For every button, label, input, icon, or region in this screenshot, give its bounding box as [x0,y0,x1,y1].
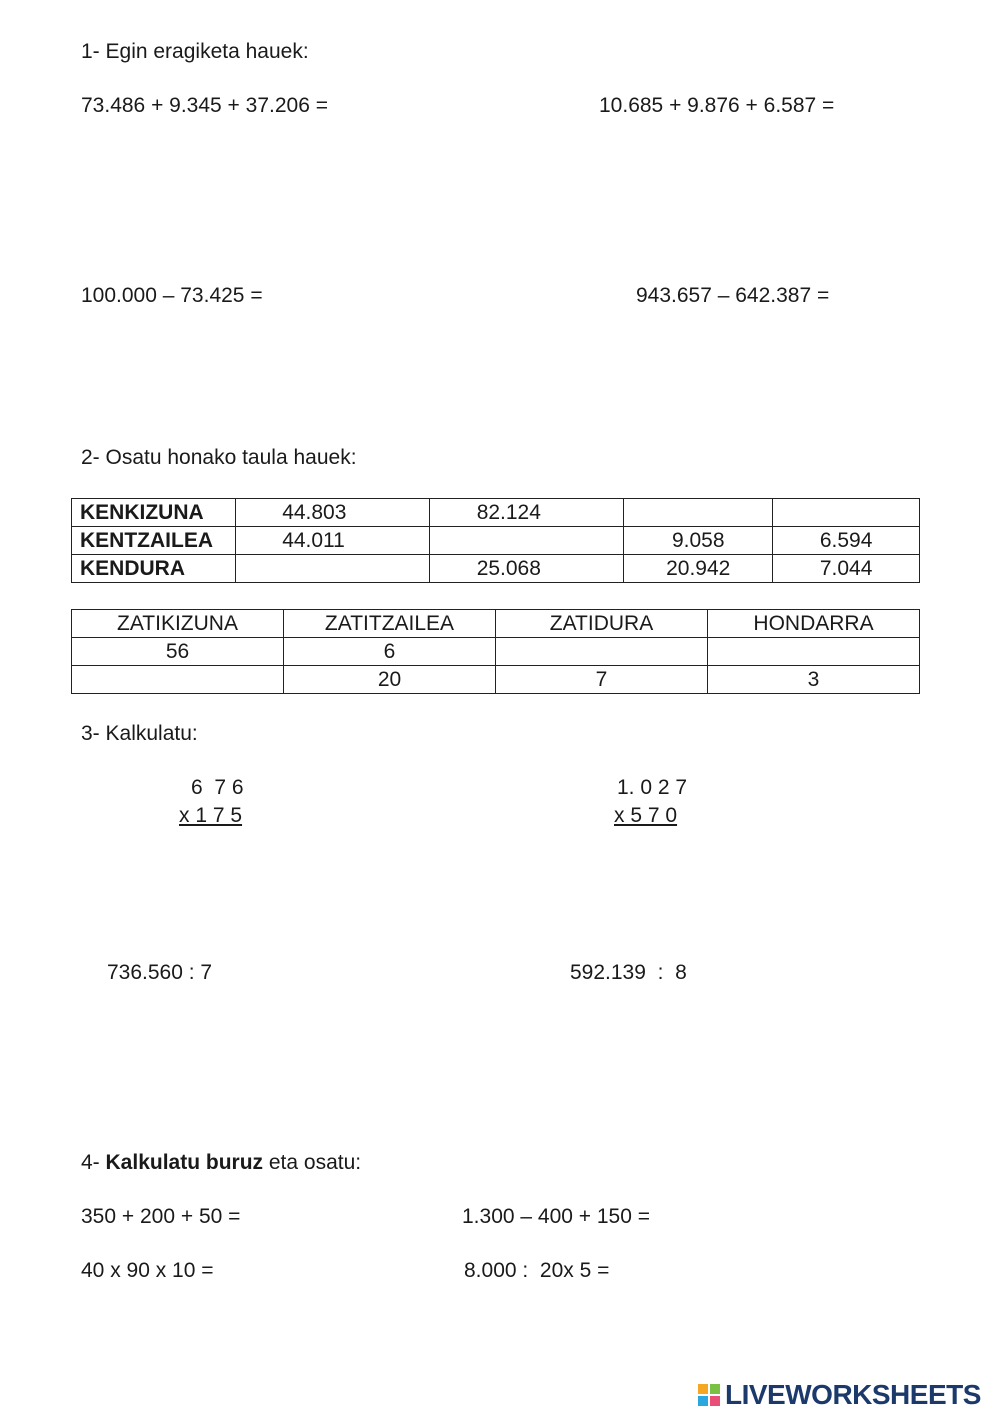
table-cell[interactable] [624,499,773,527]
title-bold: Kalkulatu buruz [105,1151,264,1174]
table-cell[interactable]: 6.594 [773,527,920,555]
table-cell[interactable]: 20.942 [624,555,773,583]
logo-square [698,1384,708,1394]
logo-square [698,1396,708,1406]
table-cell[interactable] [236,555,430,583]
title-prefix: 4- [81,1151,106,1174]
table-cell[interactable]: 7 [496,666,708,694]
division-op-1: 736.560 : 7 [107,961,213,984]
table-cell[interactable]: 6 [284,638,496,666]
table-row [72,638,920,666]
logo-square [710,1396,720,1406]
subtraction-table [71,498,920,583]
table-cell[interactable]: 44.803 [236,499,430,527]
liveworksheets-logo [698,1378,981,1412]
section3-title: 3- Kalkulatu: [81,722,198,745]
logo-square [710,1384,720,1394]
division-op-2: 592.139 : 8 [570,961,687,984]
table-cell[interactable] [773,499,920,527]
addition-op-2: 10.685 + 9.876 + 6.587 = [599,94,835,117]
table-cell[interactable] [708,638,920,666]
mult1-bottom: x 1 7 5 [179,804,243,827]
section2-title: 2- Osatu honako taula hauek: [81,446,357,469]
mental-op-3: 40 x 90 x 10 = [81,1259,214,1282]
subtraction-op-2: 943.657 – 642.387 = [636,284,830,307]
table-row [72,555,920,583]
row-label: KENKIZUNA [72,499,236,527]
table-row [72,499,920,527]
table-cell[interactable]: 20 [284,666,496,694]
column-header: HONDARRA [708,610,920,638]
addition-op-1: 73.486 + 9.345 + 37.206 = [81,94,328,117]
mental-op-4: 8.000 : 20x 5 = [464,1259,610,1282]
title-suffix: eta osatu: [263,1151,362,1174]
section1-title: 1- Egin eragiketa hauek: [81,40,309,63]
table-cell[interactable] [72,666,284,694]
table-cell[interactable]: 9.058 [624,527,773,555]
column-header: ZATIDURA [496,610,708,638]
table-row [72,666,920,694]
table-cell[interactable] [496,638,708,666]
logo-grid-icon [698,1384,720,1406]
mult2-bottom: x 5 7 0 [614,804,678,827]
table-row [72,527,920,555]
table-cell[interactable]: 7.044 [773,555,920,583]
table-cell[interactable]: 3 [708,666,920,694]
table-header-row [72,610,920,638]
table-cell[interactable] [429,527,624,555]
section4-title [81,1151,361,1175]
mult2-top: 1. 0 2 7 [617,776,688,799]
mental-op-2: 1.300 – 400 + 150 = [462,1205,651,1228]
table-cell[interactable]: 44.011 [236,527,430,555]
table-cell[interactable]: 82.124 [429,499,624,527]
column-header: ZATIKIZUNA [72,610,284,638]
mental-op-1: 350 + 200 + 50 = [81,1205,241,1228]
table-cell[interactable]: 56 [72,638,284,666]
column-header: ZATITZAILEA [284,610,496,638]
table-cell[interactable]: 25.068 [429,555,624,583]
subtraction-op-1: 100.000 – 73.425 = [81,284,263,307]
mult1-top: 6 7 6 [191,776,244,799]
logo-text: LIVEWORKSHEETS [725,1379,981,1410]
division-table [71,609,920,694]
row-label: KENTZAILEA [72,527,236,555]
row-label: KENDURA [72,555,236,583]
